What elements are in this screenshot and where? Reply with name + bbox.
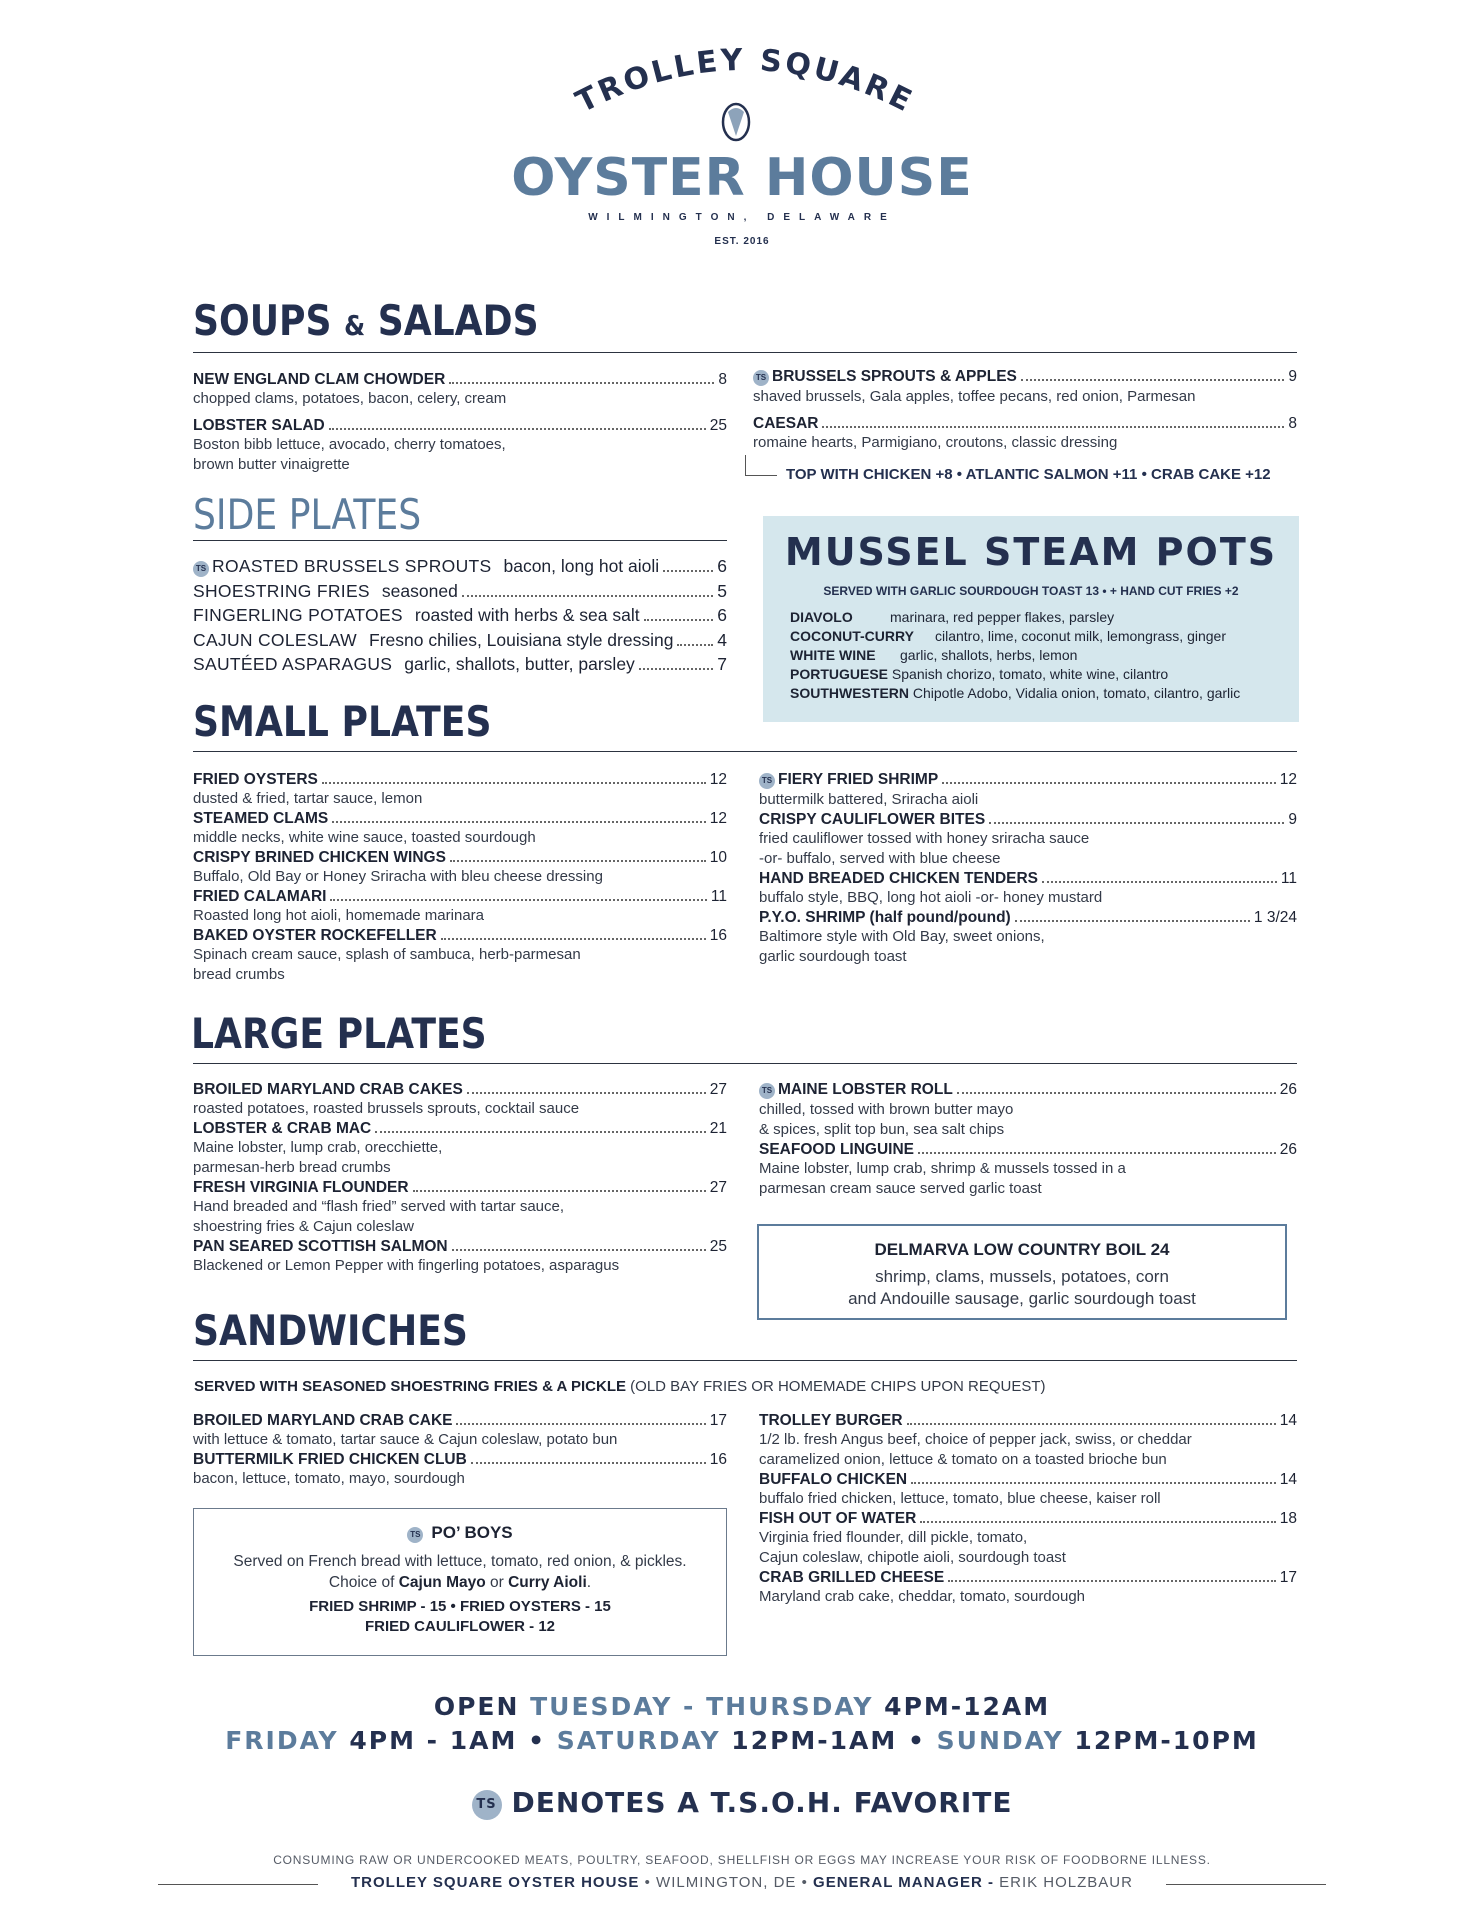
item-name: FINGERLING POTATOES bbox=[193, 605, 403, 625]
item-price: 26 bbox=[1279, 1081, 1297, 1098]
mussel-item: PORTUGUESE Spanish chorizo, tomato, white wine, cilantro bbox=[790, 666, 1169, 682]
item-description: Baltimore style with Old Bay, sweet onions, bbox=[759, 928, 1045, 945]
menu-item bbox=[759, 1568, 1297, 1607]
item-price: 16 bbox=[709, 1451, 727, 1468]
menu-item bbox=[759, 770, 1297, 810]
item-description: middle necks, white wine sauce, toasted sourdough bbox=[193, 829, 536, 846]
item-price: 17 bbox=[1279, 1569, 1297, 1586]
item-description: Spinach cream sauce, splash of sambuca, herb-parmesan bbox=[193, 946, 581, 963]
side-plates-list bbox=[193, 554, 727, 677]
logo-main-text: OYSTER HOUSE bbox=[511, 148, 973, 208]
po-boys-options: FRIED SHRIMP - 15 • FRIED OYSTERS - 15 FRIED CAULIFLOWER - 12 bbox=[309, 1598, 611, 1635]
item-name: CRISPY CAULIFLOWER BITES bbox=[759, 811, 986, 828]
menu-item bbox=[759, 810, 1297, 869]
sandwiches-served-note: SERVED WITH SEASONED SHOESTRING FRIES & A PICKLE (OLD BAY FRIES OR HOMEMADE CHIPS UPON REQUEST) bbox=[194, 1378, 1046, 1395]
item-price: 1 3/24 bbox=[1253, 909, 1297, 926]
item-name: CAJUN COLESLAW bbox=[193, 629, 357, 650]
item-price: 12 bbox=[709, 771, 727, 788]
item-description: Hand breaded and “flash fried” served with tartar sauce, bbox=[193, 1198, 565, 1215]
item-price: 27 bbox=[709, 1179, 727, 1196]
item-price: 11 bbox=[710, 888, 727, 905]
menu-item bbox=[193, 554, 727, 579]
item-description: bread crumbs bbox=[193, 966, 285, 983]
menu-item bbox=[193, 1119, 727, 1178]
footer-credits: TROLLEY SQUARE OYSTER HOUSE • WILMINGTON, DE • GENERAL MANAGER - ERIK HOLZBAUR bbox=[351, 1874, 1133, 1891]
menu-item bbox=[193, 848, 727, 887]
item-description: Boston bibb lettuce, avocado, cherry tomatoes, bbox=[193, 436, 506, 453]
item-price: 17 bbox=[709, 1412, 727, 1429]
logo-top-text: TROLLEY SQUARE bbox=[570, 42, 920, 121]
item-name: SEAFOOD LINGUINE bbox=[759, 1141, 915, 1158]
item-description: Maryland crab cake, cheddar, tomato, sourdough bbox=[759, 1588, 1086, 1605]
logo-established: EST. 2016 bbox=[714, 236, 770, 247]
boil-description: shrimp, clams, mussels, potatoes, corn and Andouille sausage, garlic sourdough toast bbox=[848, 1267, 1196, 1308]
item-name: LOBSTER SALAD bbox=[193, 417, 325, 434]
item-price: 9 bbox=[1288, 811, 1297, 828]
item-description: parmesan-herb bread crumbs bbox=[193, 1159, 391, 1176]
item-name: CRISPY BRINED CHICKEN WINGS bbox=[193, 849, 446, 866]
item-name: P.Y.O. SHRIMP (half pound/pound) bbox=[759, 909, 1011, 926]
item-name: BRUSSELS SPROUTS & APPLES bbox=[772, 368, 1017, 385]
mussel-list bbox=[790, 608, 1240, 703]
item-price: 5 bbox=[717, 580, 727, 601]
menu-item bbox=[193, 416, 727, 475]
menu-item bbox=[193, 1411, 727, 1450]
item-description: dusted & fried, tartar sauce, lemon bbox=[193, 790, 423, 807]
low-country-boil-box bbox=[757, 1224, 1287, 1320]
item-price: 14 bbox=[1279, 1471, 1297, 1488]
item-price: 11 bbox=[1280, 870, 1297, 887]
large-plates-left-column bbox=[193, 1080, 727, 1276]
mussel-item: SOUTHWESTERN Chipotle Adobo, Vidalia onion, tomato, cilantro, garlic bbox=[790, 685, 1241, 701]
large-plates-rule bbox=[193, 1063, 1297, 1064]
menu-item bbox=[193, 770, 727, 809]
item-description: Buffalo, Old Bay or Honey Sriracha with bleu cheese dressing bbox=[193, 868, 603, 885]
item-description: fried cauliflower tossed with honey sriracha sauce bbox=[759, 830, 1090, 847]
menu-item bbox=[193, 926, 727, 985]
item-price: 27 bbox=[709, 1081, 727, 1098]
soups-salads-right-column bbox=[753, 367, 1297, 453]
sandwiches-right-column bbox=[759, 1411, 1297, 1607]
sandwiches-heading: SANDWICHES bbox=[193, 1306, 468, 1355]
item-description: garlic, shallots, butter, parsley bbox=[404, 654, 635, 674]
menu-item bbox=[753, 367, 1297, 407]
sandwiches-left-column bbox=[193, 1411, 727, 1489]
item-description: roasted with herbs & sea salt bbox=[414, 605, 640, 625]
oyster-icon bbox=[723, 104, 749, 140]
soups-salads-heading: SOUPS & SALADS bbox=[193, 296, 539, 345]
item-description: romaine hearts, Parmigiano, croutons, classic dressing bbox=[753, 434, 1118, 451]
item-name: FISH OUT OF WATER bbox=[759, 1510, 917, 1527]
item-price: 8 bbox=[1288, 415, 1297, 432]
item-description: chopped clams, potatoes, bacon, celery, cream bbox=[193, 390, 507, 407]
item-price: 18 bbox=[1279, 1510, 1297, 1527]
item-description: Maine lobster, lump crab, shrimp & mussels tossed in a bbox=[759, 1160, 1126, 1177]
item-description: Maine lobster, lump crab, orecchiette, bbox=[193, 1139, 443, 1156]
menu-item bbox=[753, 414, 1297, 453]
mussel-steam-pots-box bbox=[763, 516, 1299, 722]
menu-item bbox=[759, 1411, 1297, 1470]
po-boys-description: Served on French bread with lettuce, tomato, red onion, & pickles. Choice of Cajun Mayo or Curry Aioli. bbox=[233, 1553, 687, 1591]
item-description: chilled, tossed with brown butter mayo bbox=[759, 1101, 1014, 1118]
large-plates-heading: LARGE PLATES bbox=[191, 1009, 487, 1058]
item-name: HAND BREADED CHICKEN TENDERS bbox=[759, 870, 1039, 887]
favorite-legend: TS DENOTES A T.S.O.H. FAVORITE bbox=[0, 1786, 1484, 1824]
soups-salads-rule bbox=[193, 352, 1297, 353]
menu-item bbox=[759, 1080, 1297, 1140]
mussel-title: MUSSEL STEAM POTS bbox=[784, 530, 1278, 574]
item-description: caramelized onion, lettuce & tomato on a toasted brioche bun bbox=[759, 1451, 1167, 1468]
item-description: buffalo style, BBQ, long hot aioli -or- honey mustard bbox=[759, 889, 1103, 906]
menu-item bbox=[193, 1450, 727, 1489]
item-description: bacon, lettuce, tomato, mayo, sourdough bbox=[193, 1470, 465, 1487]
item-price: 7 bbox=[717, 654, 727, 674]
soups-salads-left-column bbox=[193, 370, 727, 475]
item-description: & spices, split top bun, sea salt chips bbox=[759, 1121, 1005, 1138]
item-name: CRAB GRILLED CHEESE bbox=[759, 1569, 945, 1586]
favorite-icon: TS bbox=[759, 773, 775, 789]
po-boys-box bbox=[193, 1508, 727, 1656]
menu-item bbox=[193, 1178, 727, 1237]
item-price: 10 bbox=[709, 849, 727, 866]
item-name: LOBSTER & CRAB MAC bbox=[193, 1120, 372, 1137]
menu-item bbox=[759, 869, 1297, 908]
item-price: 12 bbox=[1279, 771, 1297, 788]
item-description: with lettuce & tomato, tartar sauce & Cajun coleslaw, potato bun bbox=[193, 1431, 618, 1448]
side-plates-heading: SIDE PLATES bbox=[193, 490, 422, 539]
item-price: 8 bbox=[718, 371, 727, 388]
item-name: SAUTÉED ASPARAGUS bbox=[193, 654, 393, 674]
menu-item bbox=[193, 628, 727, 653]
small-plates-heading: SMALL PLATES bbox=[193, 697, 492, 746]
item-description: shoestring fries & Cajun coleslaw bbox=[193, 1218, 414, 1235]
restaurant-logo bbox=[0, 40, 1484, 260]
item-description: buffalo fried chicken, lettuce, tomato, blue cheese, kaiser roll bbox=[759, 1490, 1161, 1507]
item-price: 12 bbox=[709, 810, 727, 827]
menu-item bbox=[193, 1080, 727, 1119]
item-name: MAINE LOBSTER ROLL bbox=[778, 1081, 953, 1098]
item-description: 1/2 lb. fresh Angus beef, choice of pepper jack, swiss, or cheddar bbox=[759, 1431, 1192, 1448]
item-name: FRIED OYSTERS bbox=[193, 771, 318, 788]
logo-location: WILMINGTON, DELAWARE bbox=[588, 212, 896, 223]
item-description: roasted potatoes, roasted brussels sprouts, cocktail sauce bbox=[193, 1100, 580, 1117]
side-plates-rule bbox=[193, 540, 727, 541]
item-description: bacon, long hot aioli bbox=[503, 556, 660, 576]
small-plates-rule bbox=[193, 751, 1297, 752]
boil-title: DELMARVA LOW COUNTRY BOIL 24 bbox=[874, 1240, 1170, 1259]
item-name: TROLLEY BURGER bbox=[759, 1412, 903, 1429]
menu-item bbox=[759, 1509, 1297, 1568]
item-price: 16 bbox=[709, 927, 727, 944]
item-name: SHOESTRING FRIES bbox=[193, 580, 370, 601]
item-name: CAESAR bbox=[753, 415, 819, 432]
item-price: 14 bbox=[1279, 1412, 1297, 1429]
hours-line-2: FRIDAY 4PM - 1AM • SATURDAY 12PM-1AM • SUNDAY 12PM-10PM bbox=[225, 1726, 1259, 1755]
favorite-icon: TS bbox=[759, 1083, 775, 1099]
menu-item bbox=[759, 1470, 1297, 1509]
item-description: brown butter vinaigrette bbox=[193, 456, 350, 473]
item-description: shaved brussels, Gala apples, toffee pecans, red onion, Parmesan bbox=[753, 388, 1196, 405]
item-price: 21 bbox=[709, 1120, 727, 1137]
mussel-subtitle: SERVED WITH GARLIC SOURDOUGH TOAST 13 • + HAND CUT FRIES +2 bbox=[823, 584, 1239, 598]
favorite-icon: TS bbox=[407, 1527, 423, 1543]
item-name: BAKED OYSTER ROCKEFELLER bbox=[193, 927, 437, 944]
item-name: STEAMED CLAMS bbox=[193, 810, 329, 827]
item-description: Roasted long hot aioli, homemade marinara bbox=[193, 907, 484, 924]
item-price: 9 bbox=[1288, 368, 1297, 385]
large-plates-right-column bbox=[759, 1080, 1297, 1199]
menu-item bbox=[759, 908, 1297, 967]
menu-item bbox=[193, 579, 727, 604]
favorite-icon: TS bbox=[472, 1790, 502, 1820]
item-name: PAN SEARED SCOTTISH SALMON bbox=[193, 1238, 448, 1255]
item-name: BROILED MARYLAND CRAB CAKES bbox=[193, 1081, 463, 1098]
item-description: garlic sourdough toast bbox=[759, 948, 907, 965]
item-price: 25 bbox=[709, 1238, 727, 1255]
mussel-item: DIAVOLO marinara, red pepper flakes, parsley bbox=[790, 609, 1115, 625]
item-price: 25 bbox=[709, 417, 727, 434]
salad-add-ons: TOP WITH CHICKEN +8 • ATLANTIC SALMON +11 • CRAB CAKE +12 bbox=[786, 466, 1271, 483]
item-name: NEW ENGLAND CLAM CHOWDER bbox=[193, 371, 446, 388]
menu-item bbox=[759, 1140, 1297, 1199]
item-name: FIERY FRIED SHRIMP bbox=[778, 771, 939, 788]
po-boys-title: TS PO’ BOYS bbox=[194, 1523, 726, 1544]
mussel-item: COCONUT-CURRY cilantro, lime, coconut milk, lemongrass, ginger bbox=[790, 628, 1227, 644]
item-description: buttermilk battered, Sriracha aioli bbox=[759, 791, 979, 808]
menu-item bbox=[193, 370, 727, 409]
small-plates-right-column bbox=[759, 770, 1297, 967]
item-description: seasoned bbox=[381, 580, 458, 601]
top-with-bracket bbox=[745, 455, 777, 476]
menu-item bbox=[193, 887, 727, 926]
mussel-item: WHITE WINE garlic, shallots, herbs, lemon bbox=[790, 647, 1078, 663]
item-description: Cajun coleslaw, chipotle aioli, sourdough toast bbox=[759, 1549, 1066, 1566]
menu-item bbox=[193, 1237, 727, 1276]
item-name: FRESH VIRGINIA FLOUNDER bbox=[193, 1179, 409, 1196]
hours-line-1: OPEN TUESDAY - THURSDAY 4PM-12AM bbox=[433, 1692, 1051, 1721]
menu-item bbox=[193, 652, 727, 677]
favorite-icon: TS bbox=[753, 370, 769, 386]
menu-item bbox=[193, 809, 727, 848]
food-safety-warning: CONSUMING RAW OR UNDERCOOKED MEATS, POULTRY, SEAFOOD, SHELLFISH OR EGGS MAY INCREASE YOUR RISK OF FOODBORNE ILLNESS. bbox=[273, 1853, 1211, 1867]
small-plates-left-column bbox=[193, 770, 727, 985]
item-price: 4 bbox=[717, 629, 727, 650]
item-description: parmesan cream sauce served garlic toast bbox=[759, 1180, 1042, 1197]
item-name: ROASTED BRUSSELS SPROUTS bbox=[212, 556, 492, 576]
item-name: FRIED CALAMARI bbox=[193, 888, 327, 905]
item-description: Blackened or Lemon Pepper with fingerling potatoes, asparagus bbox=[193, 1257, 620, 1274]
sandwiches-rule bbox=[193, 1360, 1297, 1361]
item-description: -or- buffalo, served with blue cheese bbox=[759, 850, 1001, 867]
item-description: Fresno chilies, Louisiana style dressing bbox=[369, 629, 674, 650]
item-name: BUTTERMILK FRIED CHICKEN CLUB bbox=[193, 1451, 467, 1468]
item-name: BUFFALO CHICKEN bbox=[759, 1471, 908, 1488]
item-description: Virginia fried flounder, dill pickle, tomato, bbox=[759, 1529, 1028, 1546]
favorite-icon: TS bbox=[193, 561, 209, 577]
item-price: 6 bbox=[717, 605, 727, 625]
item-price: 26 bbox=[1279, 1141, 1297, 1158]
menu-item bbox=[193, 603, 727, 628]
item-price: 6 bbox=[717, 556, 727, 576]
item-name: BROILED MARYLAND CRAB CAKE bbox=[193, 1412, 453, 1429]
